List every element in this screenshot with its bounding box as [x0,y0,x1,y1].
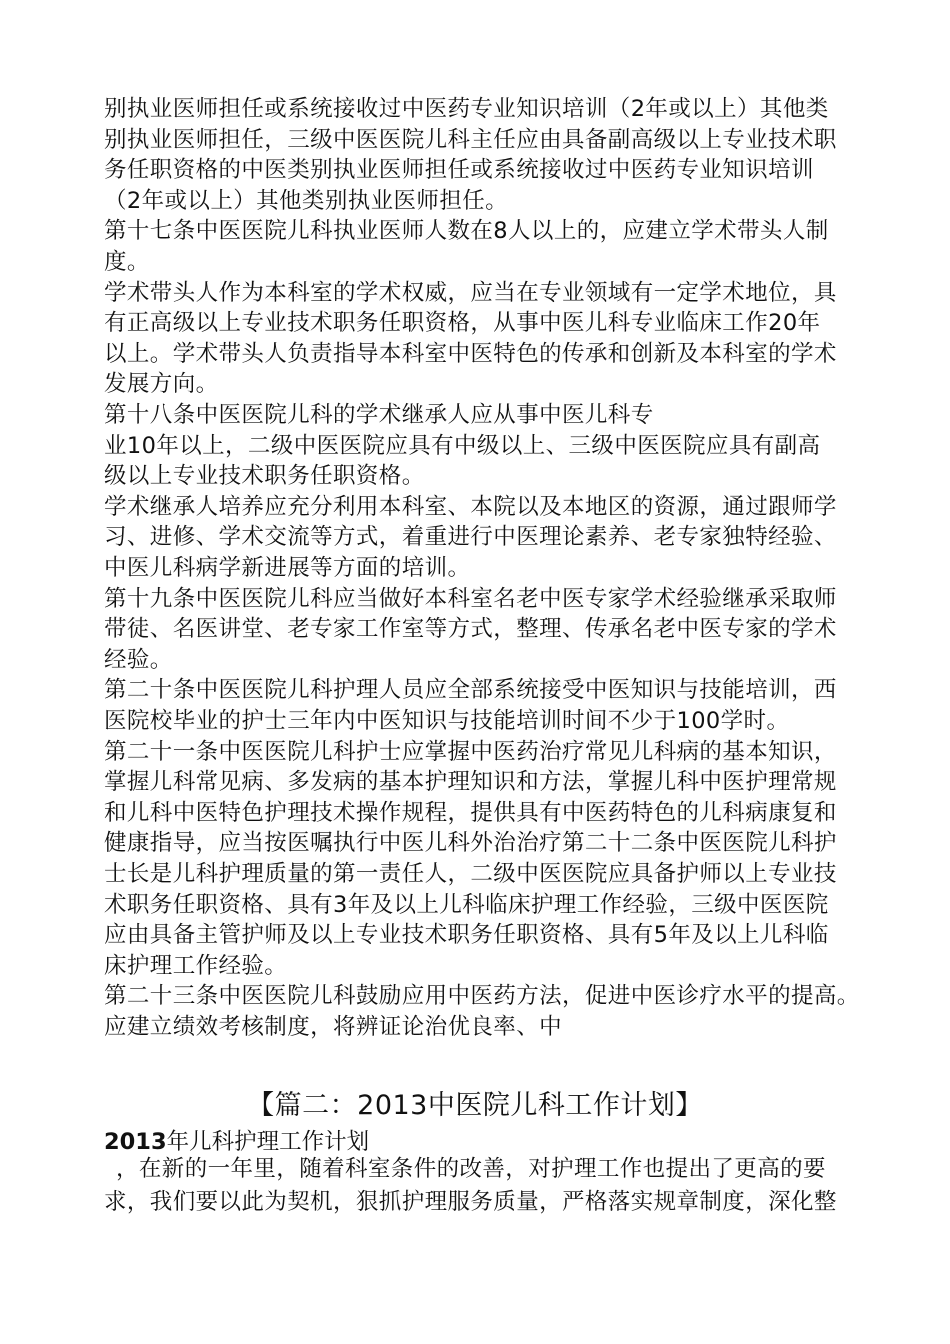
body-line: 别执业医师担任，三级中医医院儿科主任应由具备副高级以上专业技术职 [104,126,837,153]
body-line: 别执业医师担任或系统接收过中医药专业知识培训（2年或以上）其他类 [104,96,829,122]
body-line: 经验。 [104,646,173,673]
body-line: 学术带头人作为本科室的学术权威，应当在专业领域有一定学术地位，具 [104,279,837,306]
body-line: 发展方向。 [104,371,219,398]
body-line: 第十七条中医医院儿科执业医师人数在8人以上的，应建立学术带头人制 [104,218,829,245]
body-line: 医院校毕业的护士三年内中医知识与技能培训时间不少于100学时。 [104,708,790,734]
body-line: 健康指导，应当按医嘱执行中医儿科外治治疗第二十二条中医医院儿科护 [104,830,837,857]
body-line: 中医儿科病学新进展等方面的培训。 [104,555,471,581]
body-line: 士长是儿科护理质量的第一责任人，二级中医医院应具备护师以上专业技 [104,861,837,887]
body-line: 以上。学术带头人负责指导本科室中医特色的传承和创新及本科室的学术 [104,340,837,367]
body-line: 习、进修、学术交流等方式，着重进行中医理论素养、老专家独特经验、 [104,524,837,551]
body-line: 度。 [104,249,150,275]
body-line: 第十八条中医医院儿科的学术继承人应从事中医儿科专 [104,402,654,428]
body-line: 有正高级以上专业技术职务任职资格，从事中医儿科专业临床工作20年 [104,310,821,337]
body-line: 和儿科中医特色护理技术操作规程，提供具有中医药特色的儿科病康复和 [104,799,837,826]
body-line: 应由具备主管护师及以上专业技术职务任职资格、具有5年及以上儿科临 [104,922,829,949]
body-line: 第二十条中医医院儿科护理人员应全部系统接受中医知识与技能培训，西 [104,677,837,704]
body-line: 第十九条中医医院儿科应当做好本科室名老中医专家学术经验继承采取师 [104,585,837,612]
body-line: 第二十三条中医医院儿科鼓励应用中医药方法，促进中医诊疗水平的提高。 [104,983,860,1010]
tail-line: ，在新的一年里，随着科室条件的改善，对护理工作也提出了更高的要 [116,1156,826,1182]
tail-line: 求，我们要以此为契机，狠抓护理服务质量，严格落实规章制度，深化整 [104,1189,837,1215]
body-line: 术职务任职资格、具有3年及以上儿科临床护理工作经验，三级中医医院 [104,891,829,918]
body-line: 床护理工作经验。 [104,952,288,979]
body-line: 带徒、名医讲堂、老专家工作室等方式，整理、传承名老中医专家的学术 [104,616,837,643]
body-line: （2年或以上）其他类别执业医师担任。 [104,187,509,214]
body-line: 业10年以上，二级中医医院应具有中级以上、三级中医医院应具有副高 [104,432,821,459]
body-line: 掌握儿科常见病、多发病的基本护理知识和方法，掌握儿科中医护理常规 [104,769,837,796]
body-line: 第二十一条中医医院儿科护士应掌握中医药治疗常见儿科病的基本知识， [104,738,837,765]
body-line: 学术继承人培养应充分利用本科室、本院以及本地区的资源，通过跟师学 [104,493,837,520]
plan-title-text: 年儿科护理工作计划 [166,1129,370,1155]
plan-title-year: 2013 [104,1129,167,1155]
body-line: 应建立绩效考核制度，将辨证论治优良率、中 [104,1014,563,1040]
section-heading: 【篇二：2013中医院儿科工作计划】 [247,1090,703,1121]
body-line: 级以上专业技术职务任职资格。 [104,463,425,490]
body-line: 务任职资格的中医类别执业医师担任或系统接收过中医药专业知识培训 [104,157,814,184]
